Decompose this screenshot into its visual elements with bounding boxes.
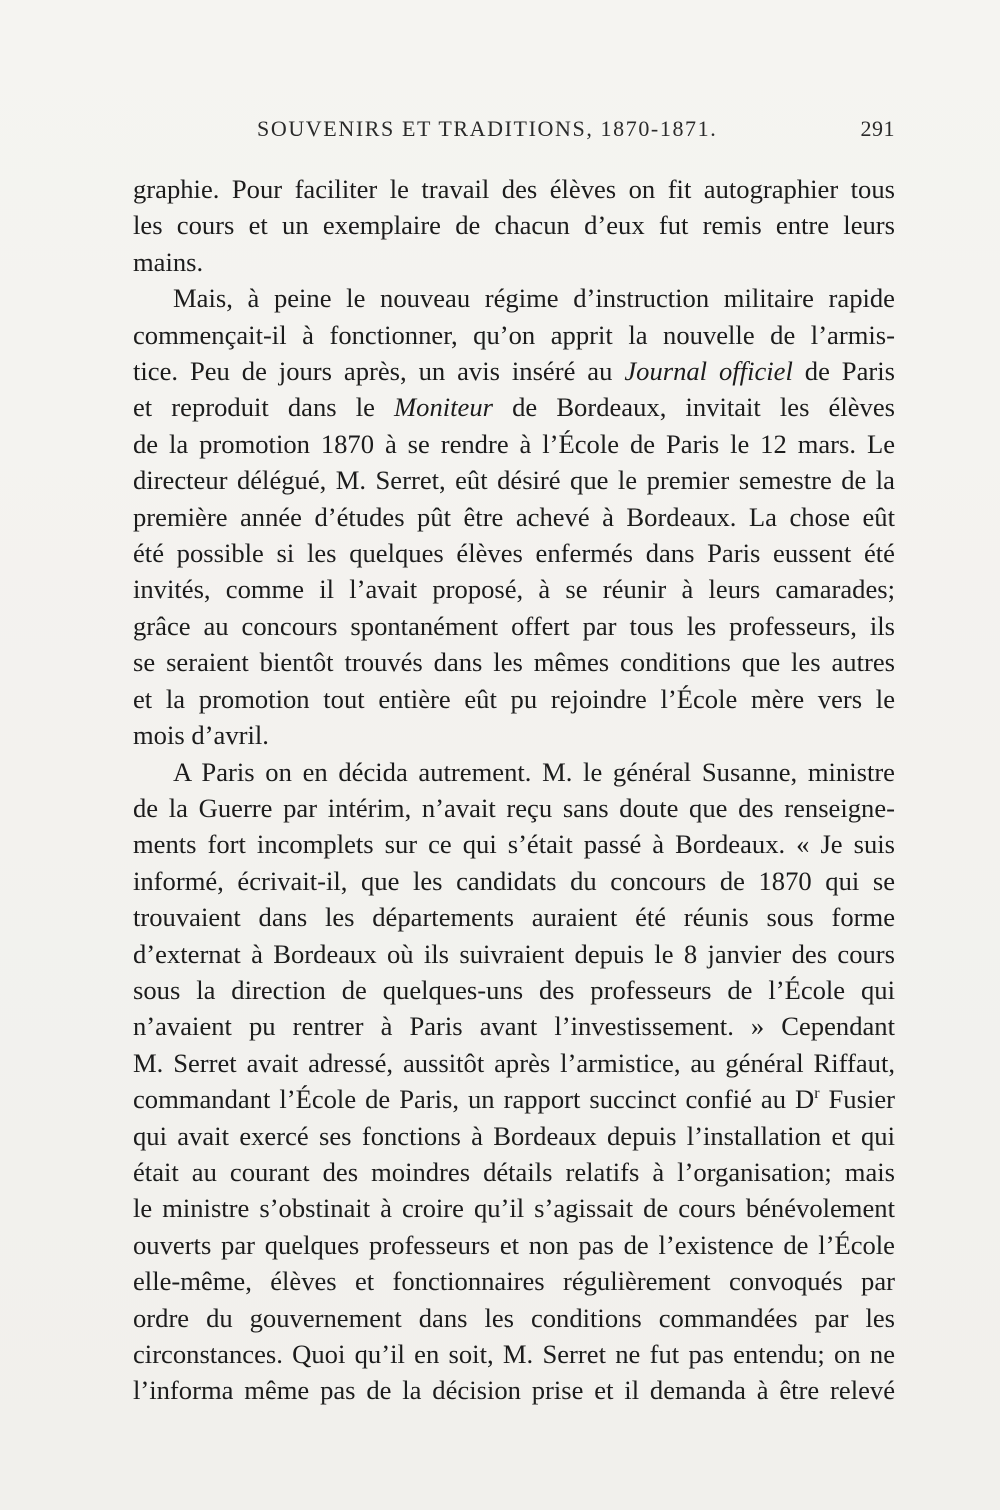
text-line: les cours et un exemplaire de chacun d’eux fut remis entre leurs bbox=[133, 210, 895, 241]
text-line: n’avaient pu rentrer à Paris avant l’investissement. » Cependant bbox=[133, 1011, 895, 1042]
text-line: ordre du gouvernement dans les conditions commandées par les bbox=[133, 1302, 895, 1333]
text-line: trouvaient dans les départements auraient été réunis sous forme bbox=[133, 902, 895, 933]
text-line: mains. bbox=[133, 246, 204, 277]
text-segment: et reproduit dans le bbox=[133, 392, 395, 423]
text-line: invités, comme il l’avait proposé, à se réunir à leurs camarades; bbox=[133, 574, 895, 605]
text-line: grâce au concours spontanément offert par tous les professeurs, ils bbox=[133, 610, 895, 641]
body-text bbox=[133, 171, 895, 1409]
text-segment: de Bordeaux, invitait les élèves bbox=[493, 392, 895, 423]
running-head bbox=[133, 116, 895, 152]
running-head-title: SOUVENIRS ET TRADITIONS, 1870-1871. bbox=[257, 116, 718, 141]
text-line: de la promotion 1870 à se rendre à l’École de Paris le 12 mars. Le bbox=[133, 428, 895, 459]
text-line: ments fort incomplets sur ce qui s’était passé à Bordeaux. « Je suis bbox=[133, 829, 895, 860]
text-line: qui avait exercé ses fonctions à Bordeaux depuis l’installation et qui bbox=[133, 1120, 895, 1151]
text-line: était au courant des moindres détails relatifs à l’organisation; mais bbox=[133, 1156, 895, 1187]
text-line: elle-même, élèves et fonctionnaires régulièrement convoqués par bbox=[133, 1266, 895, 1297]
text-line: se seraient bientôt trouvés dans les mêmes conditions que les autres bbox=[133, 647, 895, 678]
text-line: d’externat à Bordeaux où ils suivraient depuis le 8 janvier des cours bbox=[133, 938, 895, 969]
text-line: l’informa même pas de la décision prise et il demanda à être relevé bbox=[133, 1375, 895, 1406]
text-line: commençait-il à fonctionner, qu’on apprit la nouvelle de l’armis- bbox=[133, 319, 895, 350]
text-line: mois d’avril. bbox=[133, 720, 269, 751]
text-line: graphie. Pour faciliter le travail des élèves on fit autographier tous bbox=[133, 174, 895, 204]
text-line: Mais, à peine le nouveau régime d’instruction militaire rapide bbox=[173, 283, 895, 314]
text-line: A Paris on en décida autrement. M. le général Susanne, ministre bbox=[173, 756, 895, 787]
text-line: été possible si les quelques élèves enfermés dans Paris eussent été bbox=[133, 538, 895, 569]
text-line: directeur délégué, M. Serret, eût désiré que le premier semestre de la bbox=[133, 465, 895, 496]
superscript: r bbox=[814, 1085, 820, 1103]
text-segment: commandant l’École de Paris, un rapport succinct confié au D bbox=[133, 1084, 815, 1115]
text-line: de la Guerre par intérim, n’avait reçu sans doute que des renseigne- bbox=[133, 792, 895, 823]
text-line bbox=[133, 1081, 895, 1117]
italic-title: Journal officiel bbox=[624, 356, 793, 387]
text-line: ouverts par quelques professeurs et non pas de l’existence de l’École bbox=[133, 1229, 895, 1260]
text-segment: de Paris bbox=[792, 356, 895, 387]
text-line: circonstances. Quoi qu’il en soit, M. Serret ne fut pas entendu; on ne bbox=[133, 1339, 895, 1369]
text-line bbox=[133, 353, 895, 389]
text-line: informé, écrivait-il, que les candidats du concours de 1870 qui se bbox=[133, 865, 895, 896]
text-line: et la promotion tout entière eût pu rejoindre l’École mère vers le bbox=[133, 683, 895, 714]
text-segment: Fusier bbox=[819, 1084, 895, 1115]
text-line: sous la direction de quelques-uns des professeurs de l’École qui bbox=[133, 974, 895, 1005]
text-segment: tice. Peu de jours après, un avis inséré au bbox=[133, 356, 625, 387]
italic-title: Moniteur bbox=[394, 392, 494, 423]
text-line: M. Serret avait adressé, aussitôt après l’armistice, au général Riffaut, bbox=[133, 1047, 895, 1078]
text-line bbox=[133, 389, 895, 425]
page-number: 291 bbox=[860, 116, 895, 141]
text-line: le ministre s’obstinait à croire qu’il s’agissait de cours bénévolement bbox=[133, 1193, 895, 1224]
text-line: première année d’études pût être achevé à Bordeaux. La chose eût bbox=[133, 501, 895, 532]
